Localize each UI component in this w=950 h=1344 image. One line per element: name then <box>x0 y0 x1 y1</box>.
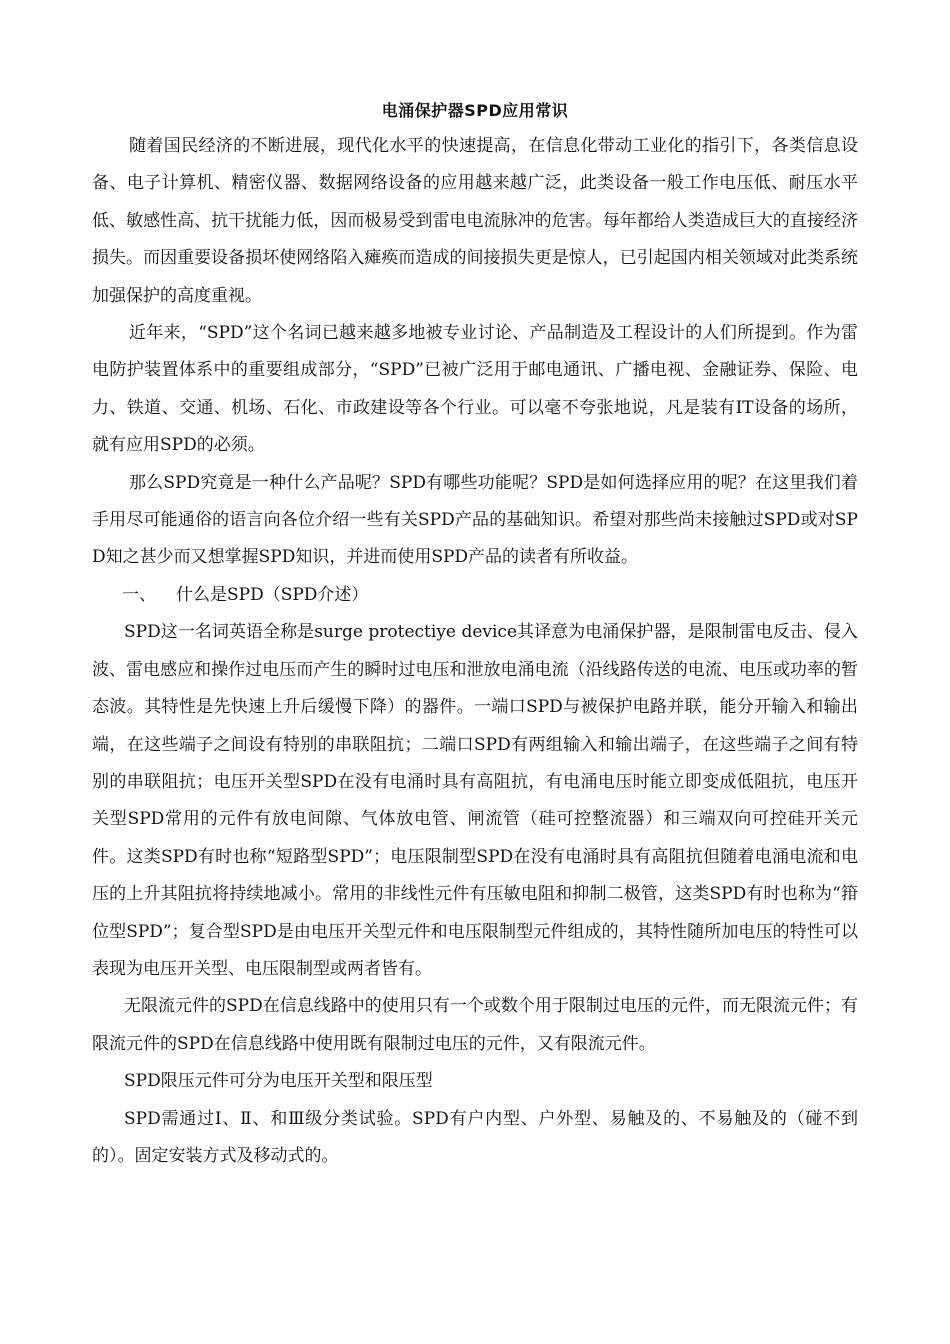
paragraph-recent-years: 近年来，“SPD”这个名词已越来越多地被专业讨论、产品制造及工程设计的人们所提到。作为雷电防护装置体系中的重要组成部分，“SPD”已被广泛用于邮电通讯、广播电视、金融证券、保险、电力、铁道、交通、机场、石化、市政建设等各个行业。可以毫不夸张地说，凡是装有IT设备的场所，就有应用SPD的必须。 <box>92 323 858 456</box>
paragraph-current-limiting: 无限流元件的SPD在信息线路中的使用只有一个或数个用于限制过电压的元件，而无限流元件；有限流元件的SPD在信息线路中使用既有限制过电压的元件，又有限流元件。 <box>92 996 858 1054</box>
section-heading <box>92 577 858 614</box>
paragraph-classification-tests: SPD需通过Ⅰ、Ⅱ、和Ⅲ级分类试验。SPD有户内型、户外型、易触及的、不易触及的（碰不到的）。固定安装方式及移动式的。 <box>92 1108 858 1166</box>
paragraph-what-is-spd-question: 那么SPD究竟是一种什么产品呢？SPD有哪些功能呢？SPD是如何选择应用的呢？在这里我们着手用尽可能通俗的语言向各位介绍一些有关SPD产品的基础知识。希望对那些尚未接触过SPD或对SPD知之甚少而又想掌握SPD知识，并进而使用SPD产品的读者有所收益。 <box>92 472 858 568</box>
document-body <box>92 96 858 1175</box>
paragraph-voltage-limiting-types: SPD限压元件可分为电压开关型和限压型 <box>124 1071 433 1092</box>
paragraph-spd-definition: SPD这一名词英语全称是surge protectiye device其译意为电涌保护器，是限制雷电反击、侵入波、雷电感应和操作过电压而产生的瞬时过电压和泄放电涌电流（沿线路传送的电流、电压或功率的暂态波。其特性是先快速上升后缓慢下降）的器件。一端口SPD与被保护电路并联，能分开输入和输出端，在这些端子之间设有特别的串联阻抗；二端口SPD有两组输入和输出端子，在这些端子之间有特别的串联阻抗；电压开关型SPD在没有电涌时具有高阻抗，有电涌电压时能立即变成低阻抗，电压开关型SPD常用的元件有放电间隙、气体放电管、闸流管（硅可控整流器）和三端双向可控硅开关元件。这类SPD有时也称“短路型SPD”；电压限制型SPD在没有电涌时具有高阻抗但随着电涌电流和电压的上升其阻抗将持续地减小。常用的非线性元件有压敏电阻和抑制二极管，这类SPD有时也称为“箝位型SPD”；复合型SPD是由电压开关型元件和电压限制型元件组成的，其特性随所加电压的特性可以表现为电压开关型、电压限制型或两者皆有。 <box>92 622 858 979</box>
document-title: 电涌保护器SPD应用常识 <box>381 101 569 120</box>
section-title: 什么是SPD（SPD介述） <box>176 584 369 605</box>
section-number: 一、 <box>122 584 156 605</box>
paragraph-intro: 随着国民经济的不断进展，现代化水平的快速提高，在信息化带动工业化的指引下，各类信息设备、电子计算机、精密仪器、数据网络设备的应用越来越广泛，此类设备一般工作电压低、耐压水平低、敏感性高、抗干扰能力低，因而极易受到雷电电流脉冲的危害。每年都给人类造成巨大的直接经济损失。而因重要设备损坏使网络陷入瘫痪而造成的间接损失更是惊人，已引起国内相关领域对此类系统加强保护的高度重视。 <box>92 136 858 306</box>
